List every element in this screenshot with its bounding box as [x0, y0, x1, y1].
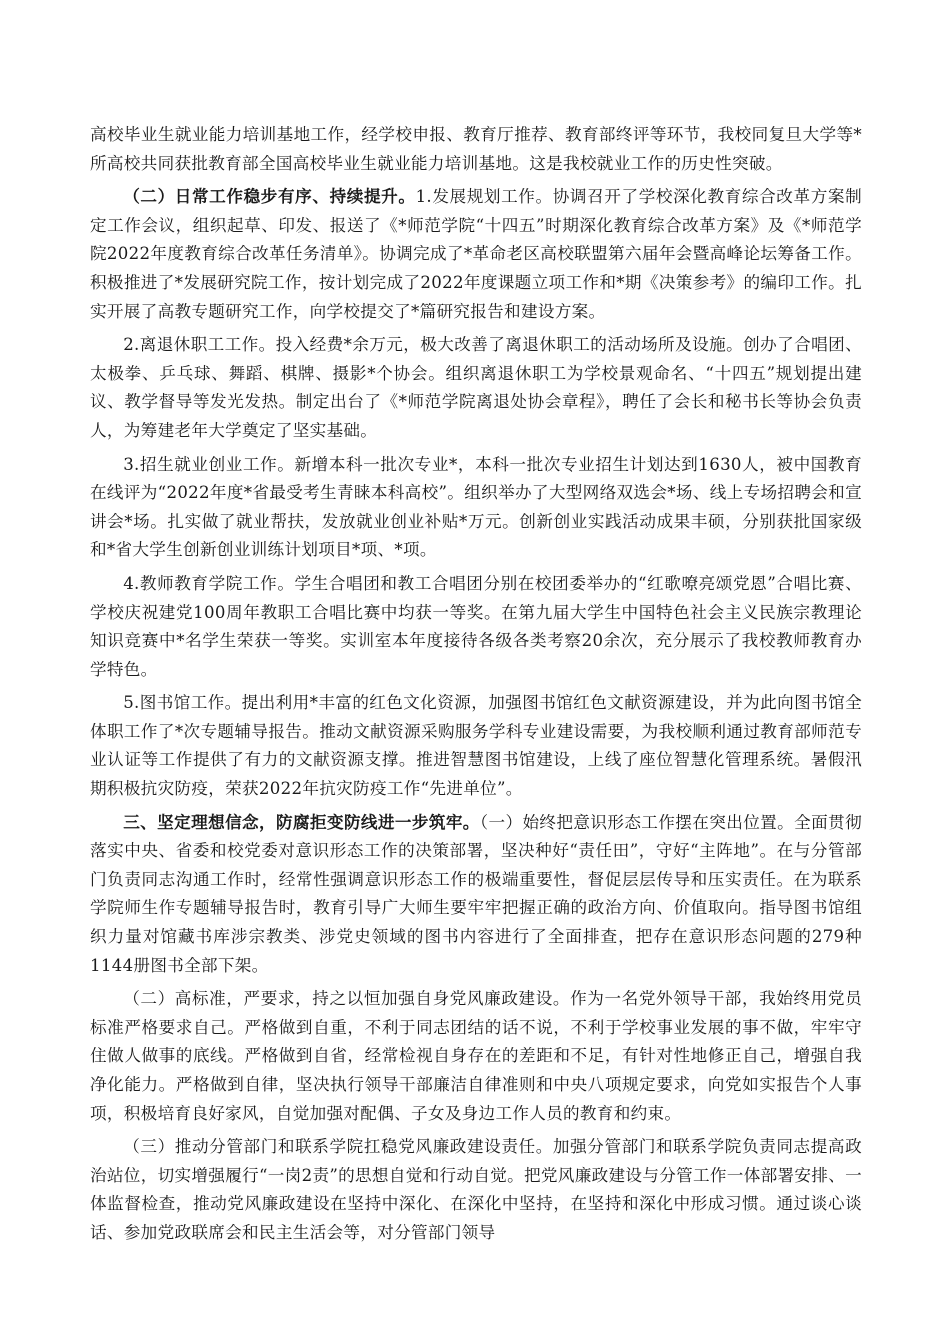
paragraph-7 — [90, 808, 862, 981]
paragraph-2 — [90, 182, 862, 326]
paragraph-8-text: （二）高标准，严要求，持之以恒加强自身党风廉政建设。作为一名党外领导干部，我始终用党员标准严格要求自己。严格做到自重，不利于同志团结的话不说，不利于学校事业发展的事不做，牢牢守住做人做事的底线。严格做到自省，经常检视自身存在的差距和不足，有针对性地修正自己，增强自我净化能力。严格做到自律，坚决执行领导干部廉洁自律准则和中央八项规定要求，向党如实报告个人事项，积极培育良好家风，自觉加强对配偶、子女及身边工作人员的教育和约束。 — [90, 989, 862, 1123]
document-page — [90, 120, 862, 1252]
paragraph-5 — [90, 569, 862, 684]
paragraph-7-text: （一）始终把意识形态工作摆在突出位置。全面贯彻落实中央、省委和校党委对意识形态工作的决策部署，坚决种好“责任田”，守好“主阵地”。在与分管部门负责同志沟通工作时，经常性强调意识形态工作的极端重要性，督促层层传导和压实责任。在为联系学院师生作专题辅导报告时，教育引导广大师生要牢牢把握正确的政治方向、价值取向。指导图书馆组织力量对馆藏书库涉宗教类、涉党史领域的图书内容进行了全面排查，把存在意识形态问题的279种1144册图书全部下架。 — [90, 812, 862, 975]
paragraph-5-text: 4.教师教育学院工作。学生合唱团和教工合唱团分别在校团委举办的“红歌嘹亮颂党恩”合唱比赛、学校庆祝建党100周年教职工合唱比赛中均获一等奖。在第九届大学生中国特色社会主义民族宗教理论知识竞赛中*名学生荣获一等奖。实训室本年度接待各级各类考察20余次，充分展示了我校教师教育办学特色。 — [90, 573, 862, 679]
paragraph-1 — [90, 120, 862, 178]
paragraph-7-lead: 三、坚定理想信念，防腐拒变防线进一步筑牢。 — [123, 811, 480, 832]
paragraph-2-lead: （二）日常工作稳步有序、持续提升。 — [123, 186, 416, 207]
paragraph-6 — [90, 688, 862, 803]
paragraph-4 — [90, 450, 862, 565]
paragraph-9-text: （三）推动分管部门和联系学院扛稳党风廉政建设责任。加强分管部门和联系学院负责同志提高政治站位，切实增强履行“一岗2责”的思想自觉和行动自觉。把党风廉政建设与分管工作一体部署安排、一体监督检查，推动党风廉政建设在坚持中深化、在深化中坚持，在坚持和深化中形成习惯。通过谈心谈话、参加党政联席会和民主生活会等，对分管部门领导 — [90, 1137, 862, 1242]
paragraph-9 — [90, 1132, 862, 1247]
paragraph-1-text: 高校毕业生就业能力培训基地工作，经学校申报、教育厅推荐、教育部终评等环节，我校同复旦大学等*所高校共同获批教育部全国高校毕业生就业能力培训基地。这是我校就业工作的历史性突破。 — [90, 125, 862, 173]
paragraph-3-text: 2.离退休职工工作。投入经费*余万元，极大改善了离退休职工的活动场所及设施。创办了合唱团、太极拳、乒乓球、舞蹈、棋牌、摄影*个协会。组织离退休职工为学校景观命名、“十四五”规划提出建议、教学督导等发光发热。制定出台了《*师范学院离退处协会章程》，聘任了会长和秘书长等协会负责人，为筹建老年大学奠定了坚实基础。 — [90, 335, 862, 440]
paragraph-2-text: 1.发展规划工作。协调召开了学校深化教育综合改革方案制定工作会议，组织起草、印发、报送了《*师范学院“十四五”时期深化教育综合改革方案》及《*师范学院2022年度教育综合改革任务清单》。协调完成了*革命老区高校联盟第六届年会暨高峰论坛筹备工作。积极推进了*发展研究院工作，按计划完成了2022年度课题立项工作和*期《决策参考》的编印工作。扎实开展了高教专题研究工作，向学校提交了*篇研究报告和建设方案。 — [90, 187, 862, 321]
paragraph-6-text: 5.图书馆工作。提出利用*丰富的红色文化资源，加强图书馆红色文献资源建设，并为此向图书馆全体职工作了*次专题辅导报告。推动文献资源采购服务学科专业建设需要，为我校顺利通过教育部师范专业认证等工作提供了有力的文献资源支撑。推进智慧图书馆建设，上线了座位智慧化管理系统。暑假汛期积极抗灾防疫，荣获2022年抗灾防疫工作“先进单位”。 — [90, 693, 862, 799]
paragraph-8 — [90, 984, 862, 1128]
paragraph-4-text: 3.招生就业创业工作。新增本科一批次专业*，本科一批次专业招生计划达到1630人，被中国教育在线评为“2022年度*省最受考生青睐本科高校”。组织举办了大型网络双选会*场、线上专场招聘会和宣讲会*场。扎实做了就业帮扶，发放就业创业补贴*万元。创新创业实践活动成果丰硕，分别获批国家级和*省大学生创新创业训练计划项目*项、*项。 — [90, 454, 862, 560]
paragraph-3 — [90, 330, 862, 445]
